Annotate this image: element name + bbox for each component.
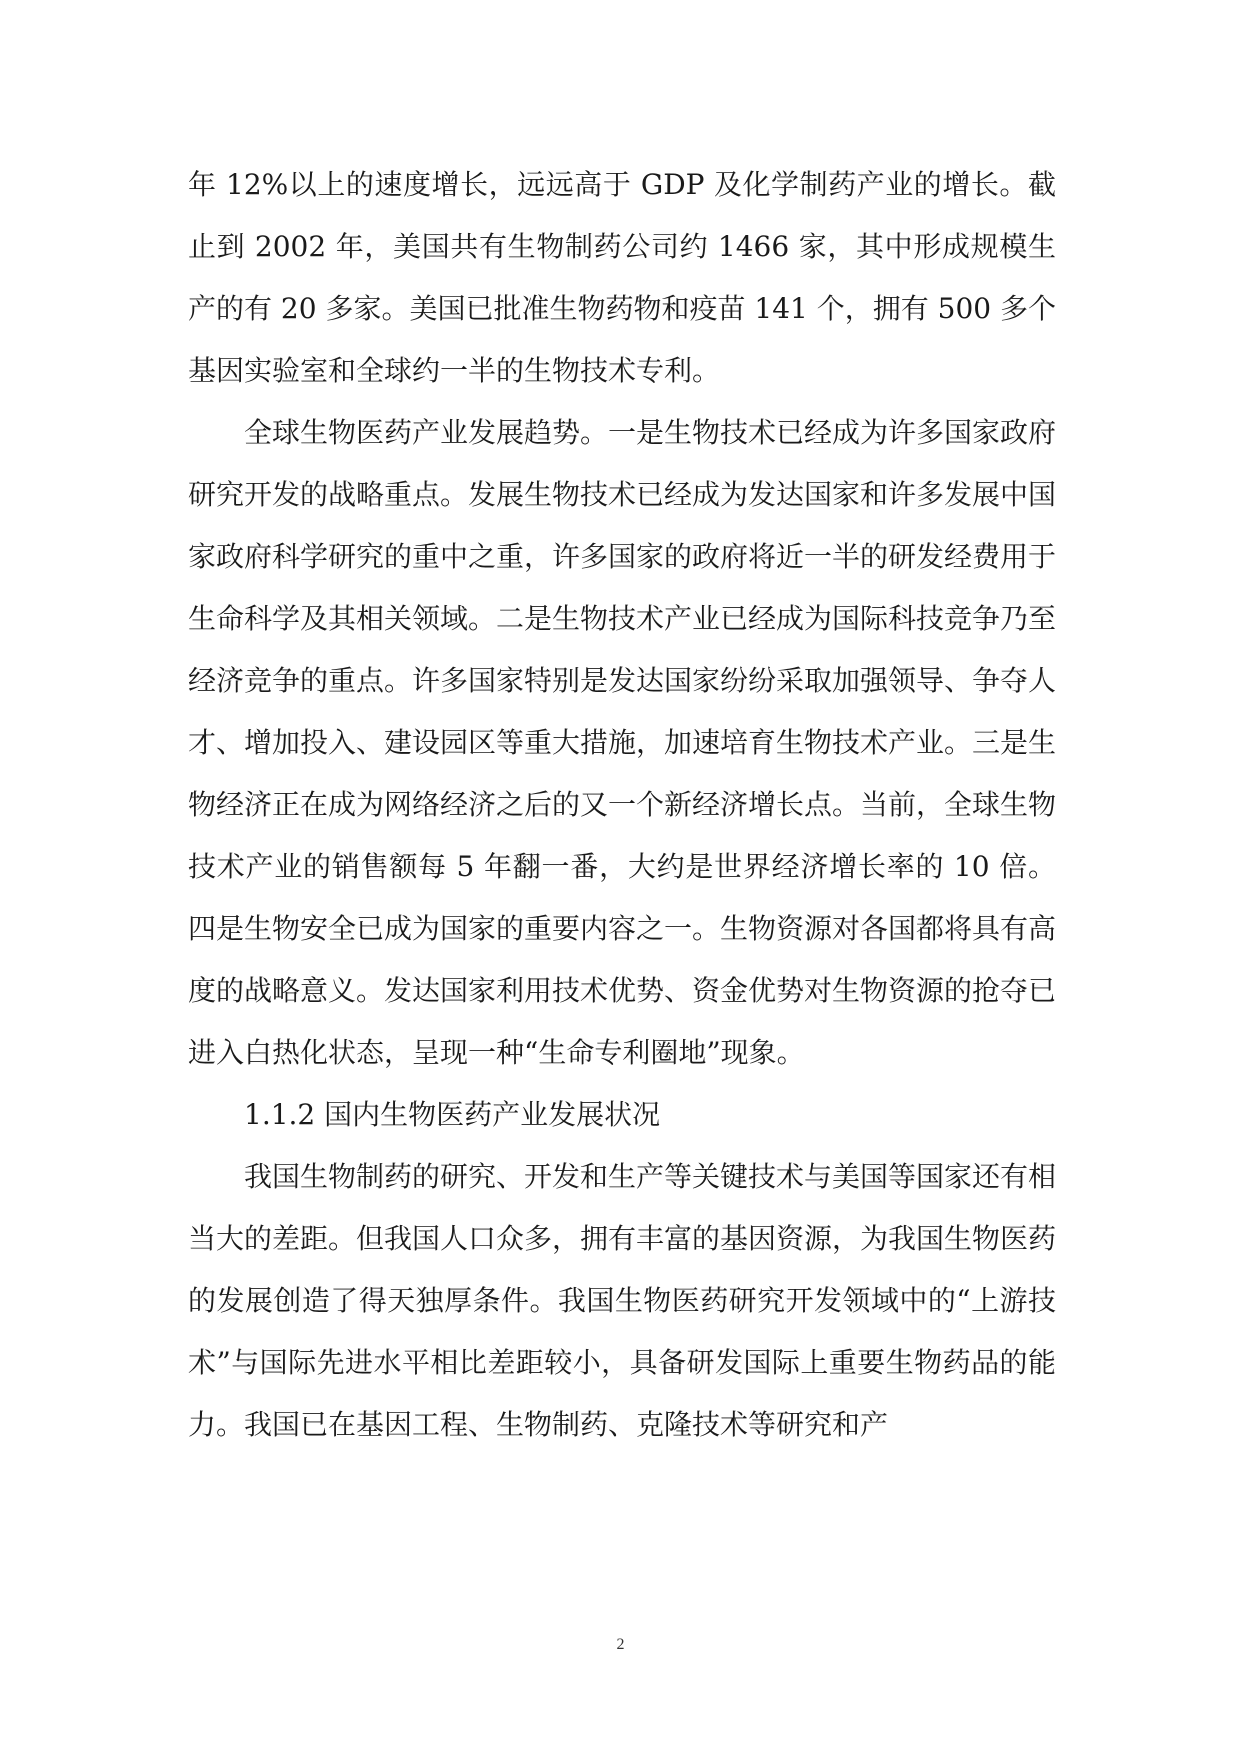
section-heading: 1.1.2 国内生物医药产业发展状况 bbox=[244, 1098, 661, 1131]
paragraph-global-trends: 全球生物医药产业发展趋势。一是生物技术已经成为许多国家政府研究开发的战略重点。发展生物技术已经成为发达国家和许多发展中国家政府科学研究的重中之重，许多国家的政府将近一半的研发经费用于生命科学及其相关领域。二是生物技术产业已经成为国际科技竞争乃至经济竞争的重点。许多国家特别是发达国家纷纷采取加强领导、争夺人才、增加投入、建设园区等重大措施，加速培育生物技术产业。三是生物经济正在成为网络经济之后的又一个新经济增长点。当前，全球生物技术产业的销售额每 5 年翻一番，大约是世界经济增长率的 10 倍。四是生物安全已成为国家的重要内容之一。生物资源对各国都将具有高度的战略意义。发达国家利用技术优势、资金优势对生物资源的抢夺已进入白热化状态，呈现一种“生命专利圈地”现象。 bbox=[188, 416, 1057, 1069]
page-body bbox=[188, 154, 1056, 1456]
paragraph-domestic-status: 我国生物制药的研究、开发和生产等关键技术与美国等国家还有相当大的差距。但我国人口众多，拥有丰富的基因资源，为我国生物医药的发展创造了得天独厚条件。我国生物医药研究开发领域中的“上游技术”与国际先进水平相比差距较小，具备研发国际上重要生物药品的能力。我国已在基因工程、生物制药、克隆技术等研究和产 bbox=[188, 1160, 1057, 1441]
page-number: 2 bbox=[616, 1636, 625, 1653]
paragraph-continued: 年 12%以上的速度增长，远远高于 GDP 及化学制药产业的增长。截止到 2002 年，美国共有生物制药公司约 1466 家，其中形成规模生产的有 20 多家。美国已批准生物药物和疫苗 141 个，拥有 500 多个基因实验室和全球约一半的生物技术专利。 bbox=[188, 168, 1056, 387]
